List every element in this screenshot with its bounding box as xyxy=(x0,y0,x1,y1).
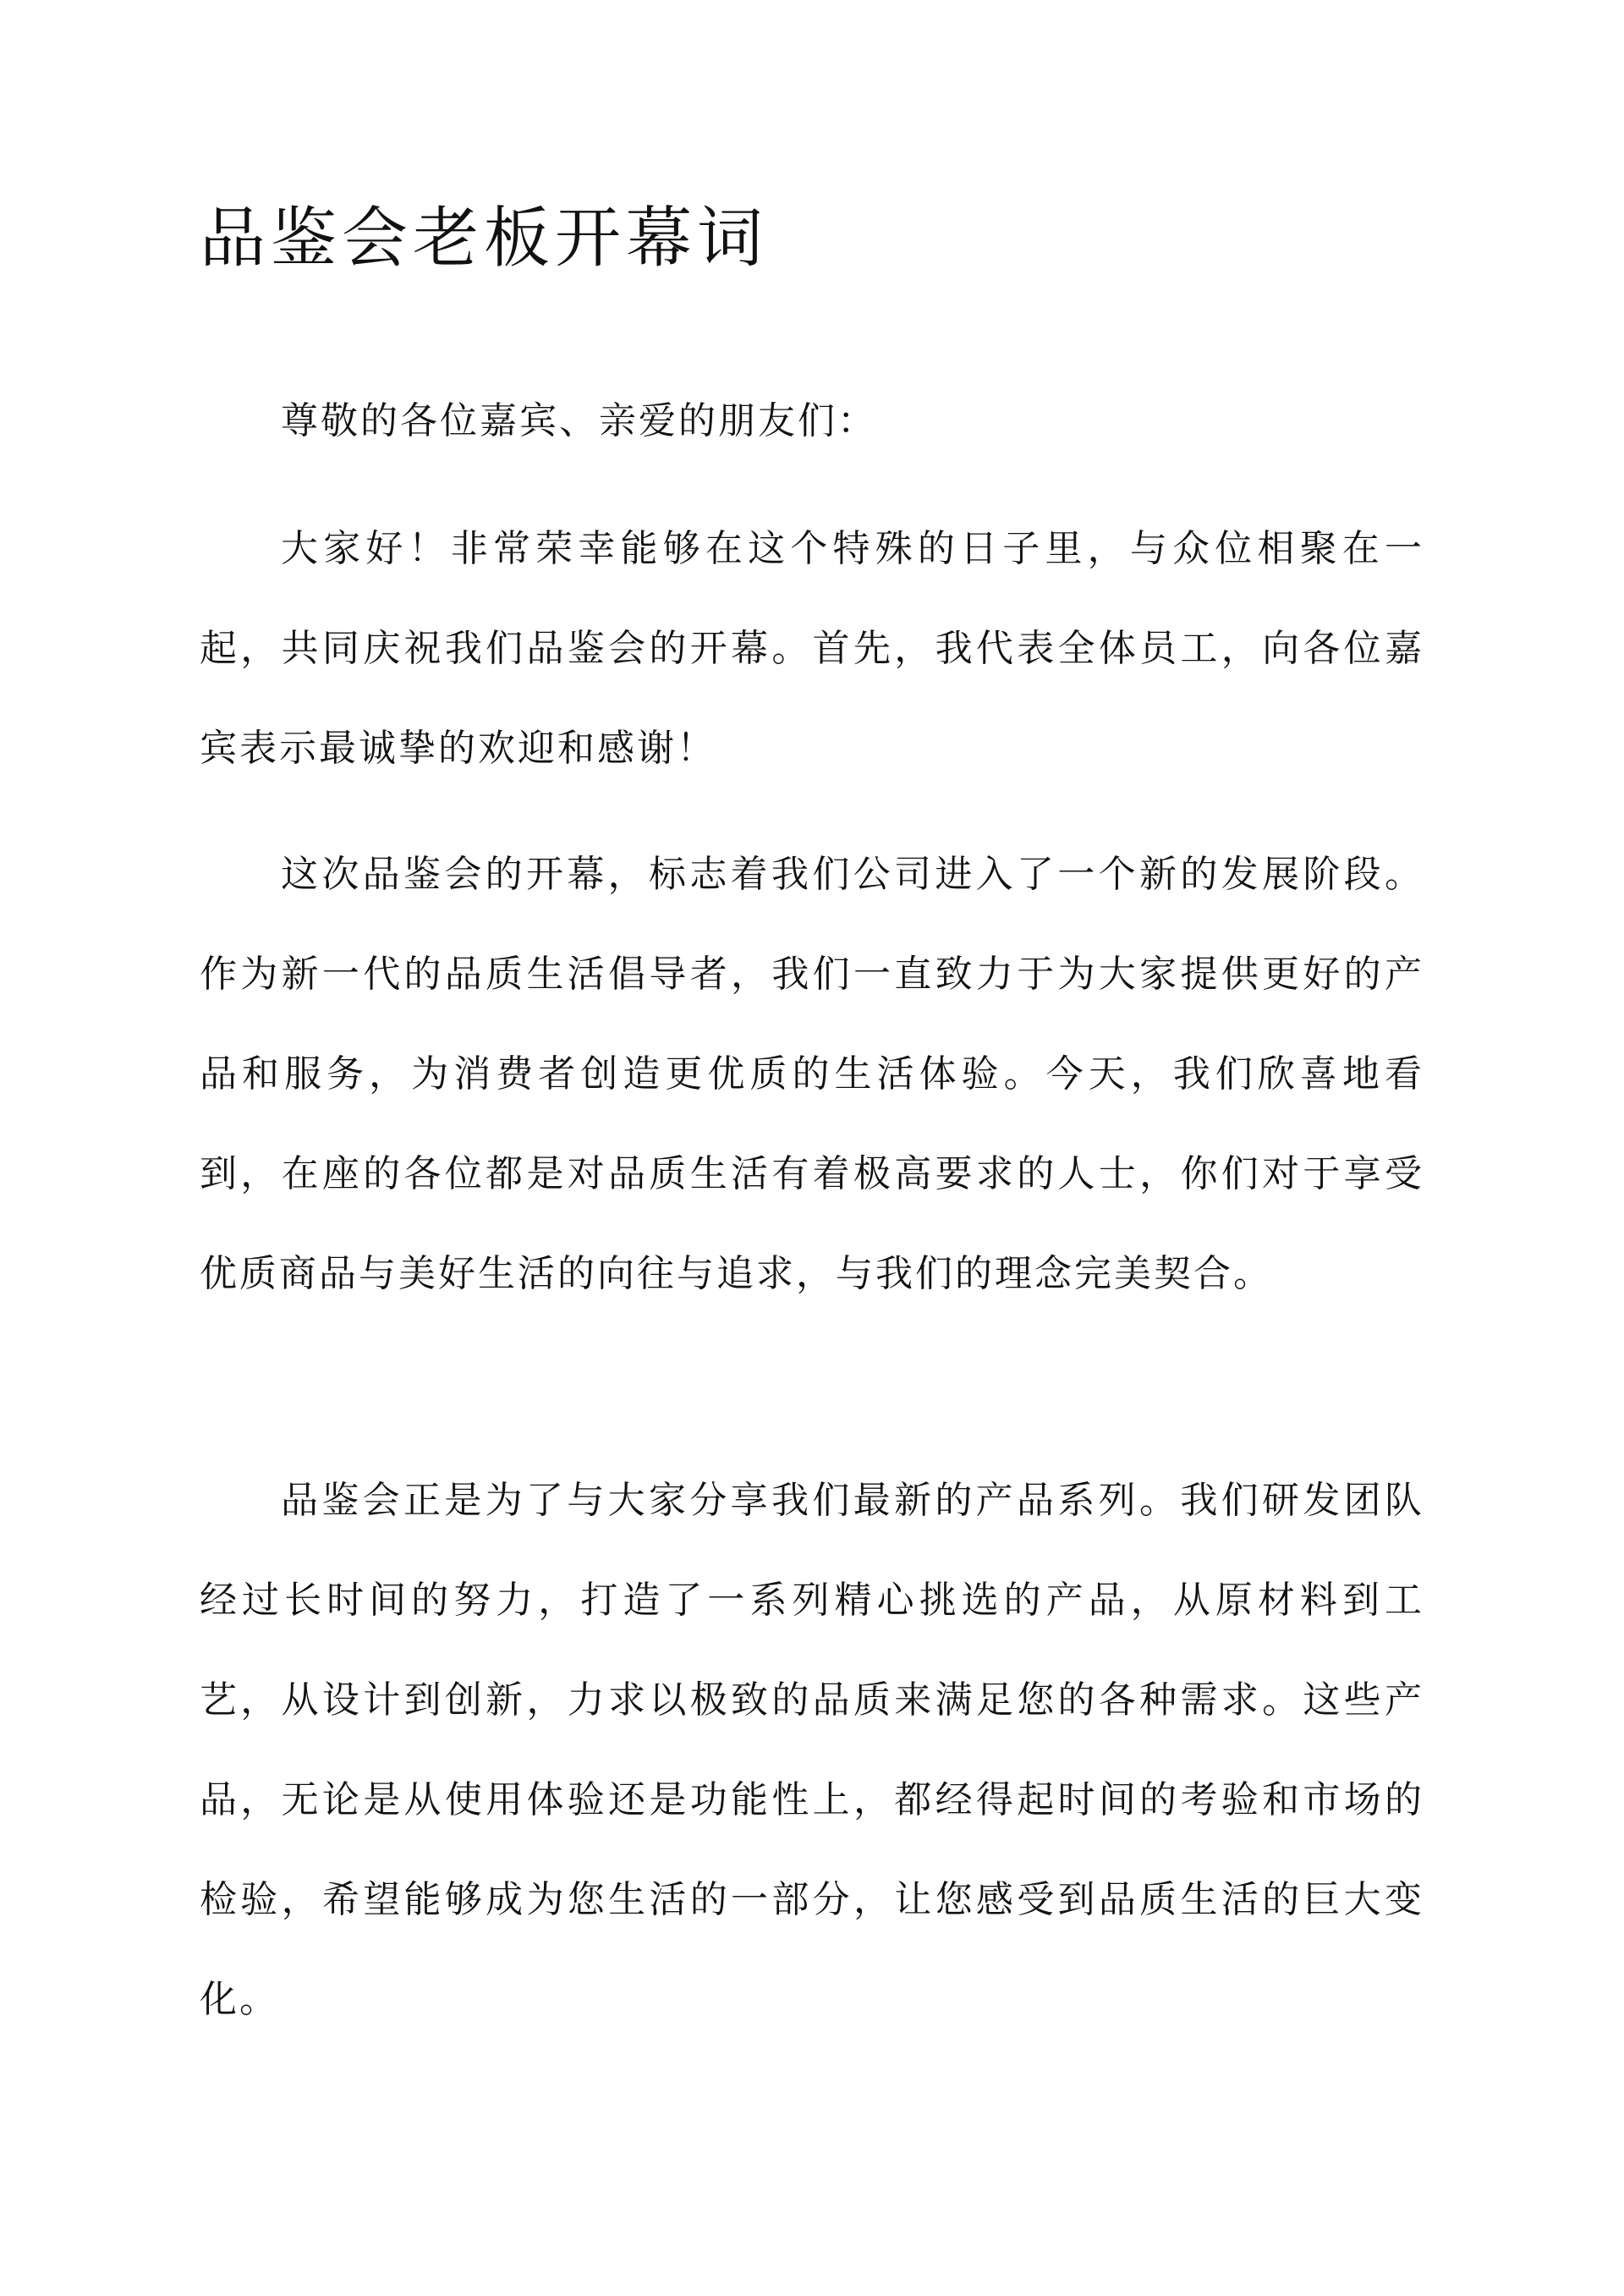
paragraph-1: 大家好！非常荣幸能够在这个特殊的日子里，与众位相聚在一起，共同庆祝我们品鉴会的开幕。首先，我代表全体员工，向各位嘉宾表示最诚挚的欢迎和感谢！ xyxy=(200,527,1424,770)
document-title: 品鉴会老板开幕词 xyxy=(200,200,769,277)
paragraph-3: 品鉴会正是为了与大家分享我们最新的产品系列。我们研发团队经过长时间的努力，打造了一系列精心挑选的产品，从原材料到工艺，从设计到创新，力求以极致的品质来满足您的各种需求。这些产品，无论是从使用体验还是功能性上，都经得起时间的考验和市场的检验，希望能够成为您生活的一部分，让您感受到品质生活的巨大变化。 xyxy=(200,1479,1424,2021)
paragraph-2: 这次品鉴会的开幕，标志着我们公司进入了一个新的发展阶段。作为新一代的品质生活倡导者，我们一直致力于为大家提供更好的产品和服务，为消费者创造更优质的生活体验。今天，我们欣喜地看到，在座的各位都是对品质生活有着极高要求的人士，你们对于享受优质商品与美好生活的向往与追求，与我们的理念完美契合。 xyxy=(200,853,1424,1295)
salutation: 尊敬的各位嘉宾、亲爱的朋友们： xyxy=(281,399,877,442)
